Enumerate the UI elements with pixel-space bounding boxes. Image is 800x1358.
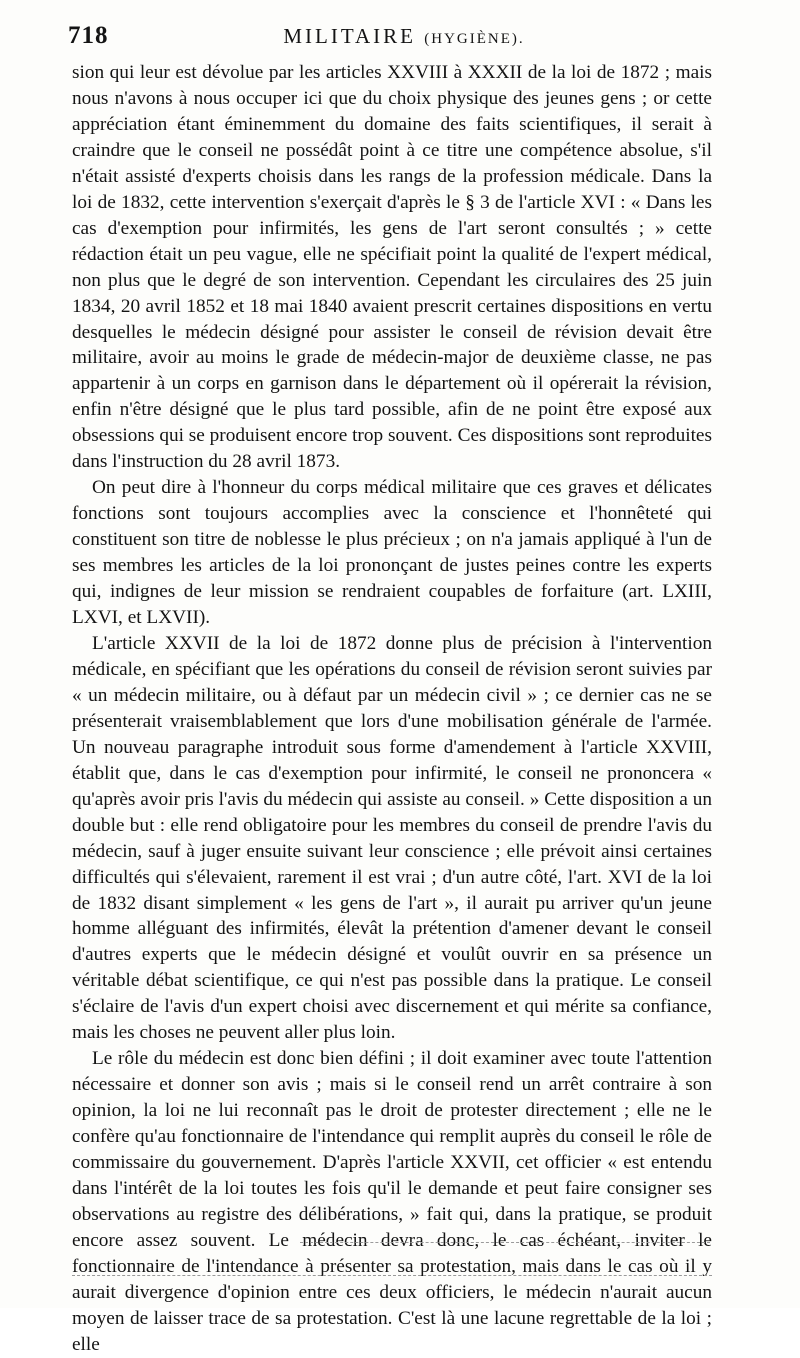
page-number: 718 xyxy=(68,22,109,49)
running-title-main: MILITAIRE xyxy=(283,24,416,48)
running-header xyxy=(68,22,740,52)
paragraph-4: Le rôle du médecin est donc bien défini ; il doit examiner avec toute l'attention nécessaire et donner son avis ; mais si le conseil rend un arrêt contraire à son opinion, la loi ne lui reconnaît pas le droit de protester directement ; elle ne le confère qu'au fonctionnaire de l'intendance qui remplit auprès du conseil le rôle de commissaire du gouvernement. D'après l'article XXVII, cet officier « est entendu dans l'intérêt de la loi toutes les fois qu'il le demande et peut faire consigner ses observations au registre des délibérations, » fait qui, dans la pratique, se produit encore assez souvent. Le médecin devra donc, le cas échéant, inviter le fonctionnaire de l'intendance à présenter sa protestation, mais dans le cas où il y aurait divergence d'opinion entre ces deux officiers, le médecin n'aurait aucun moyen de laisser trace de sa protestation. C'est là une lacune regrettable de la loi ; elle xyxy=(72,1048,712,1355)
body-text xyxy=(72,60,712,1358)
paragraph-3: L'article XXVII de la loi de 1872 donne plus de précision à l'intervention médicale, en spécifiant que les opérations du conseil de révision seront suivies par « un médecin militaire, ou à défaut par un médecin civil » ; ce dernier cas ne se présenterait vraisemblablement que lors d'une mobilisation générale de l'armée. Un nouveau paragraphe introduit sous forme d'amendement à l'article XXVIII, établit que, dans le cas d'exemption pour infirmité, le conseil ne prononcera « qu'après avoir pris l'avis du médecin qui assiste au conseil. » Cette disposition a un double but : elle rend obligatoire pour les membres du conseil de prendre l'avis du médecin, sauf à juger ensuite suivant leur conscience ; elle prévoit ainsi certaines difficultés qui s'élevaient, rarement il est vrai ; d'un autre côté, l'art. XVI de la loi de 1832 disant simplement « les gens de l'art », il aurait pu arriver qu'un jeune homme alléguant des infirmités, élevât la prétention d'amener devant le conseil d'autres experts que le médecin désigné et voulût ouvrir en sa présence un véritable débat scientifique, ce qui n'est pas possible dans la pratique. Le conseil s'éclaire de l'avis d'un expert choisi avec discernement et qui mérite sa confiance, mais les choses ne peuvent aller plus loin. xyxy=(72,632,712,1044)
paragraph-1: sion qui leur est dévolue par les articles XXVIII à XXXII de la loi de 1872 ; mais nous n'avons à nous occuper ici que du choix physique des jeunes gens ; or cette appréciation étant éminemment du domaine des faits scientifiques, il serait à craindre que le conseil ne possédât point à ce titre une compétence absolue, s'il n'était assisté d'experts choisis dans les rangs de la profession médicale. Dans la loi de 1832, cette intervention s'exerçait d'après le § 3 de l'article XVI : « Dans les cas d'exemption pour infirmités, les gens de l'art seront consultés ; » cette rédaction était un peu vague, elle ne spécifiait point la qualité de l'expert médical, non plus que le degré de son intervention. Cependant les circulaires des 25 juin 1834, 20 avril 1852 et 18 mai 1840 avaient prescrit certaines dispositions en vertu desquelles le médecin désigné pour assister le conseil de révision devait être militaire, avoir au moins le grade de médecin-major de deuxième classe, ne pas appartenir à un corps en garnison dans le département où il opérerait la révision, enfin n'être désigné que le plus tard possible, afin de ne point être exposé aux obsessions qui se produisent encore trop souvent. Ces dispositions sont reproduites dans l'instruction du 28 avril 1873. xyxy=(72,62,712,473)
running-title-sub: (HYGIÈNE). xyxy=(424,31,525,47)
bottom-scan-rule-upper xyxy=(300,1242,710,1243)
running-title xyxy=(68,24,740,49)
bottom-scan-rule-lower xyxy=(72,1275,712,1276)
paragraph-2: On peut dire à l'honneur du corps médical militaire que ces graves et délicates fonctions sont toujours accomplies avec la conscience et l'honnêteté qui constituent son titre de noblesse le plus précieux ; on n'a jamais appliqué à l'un de ses membres les articles de la loi prononçant de justes peines contre les experts qui, indignes de leur mission se rendraient coupables de forfaiture (art. LXIII, LXVI, et LXVII). xyxy=(72,477,712,629)
